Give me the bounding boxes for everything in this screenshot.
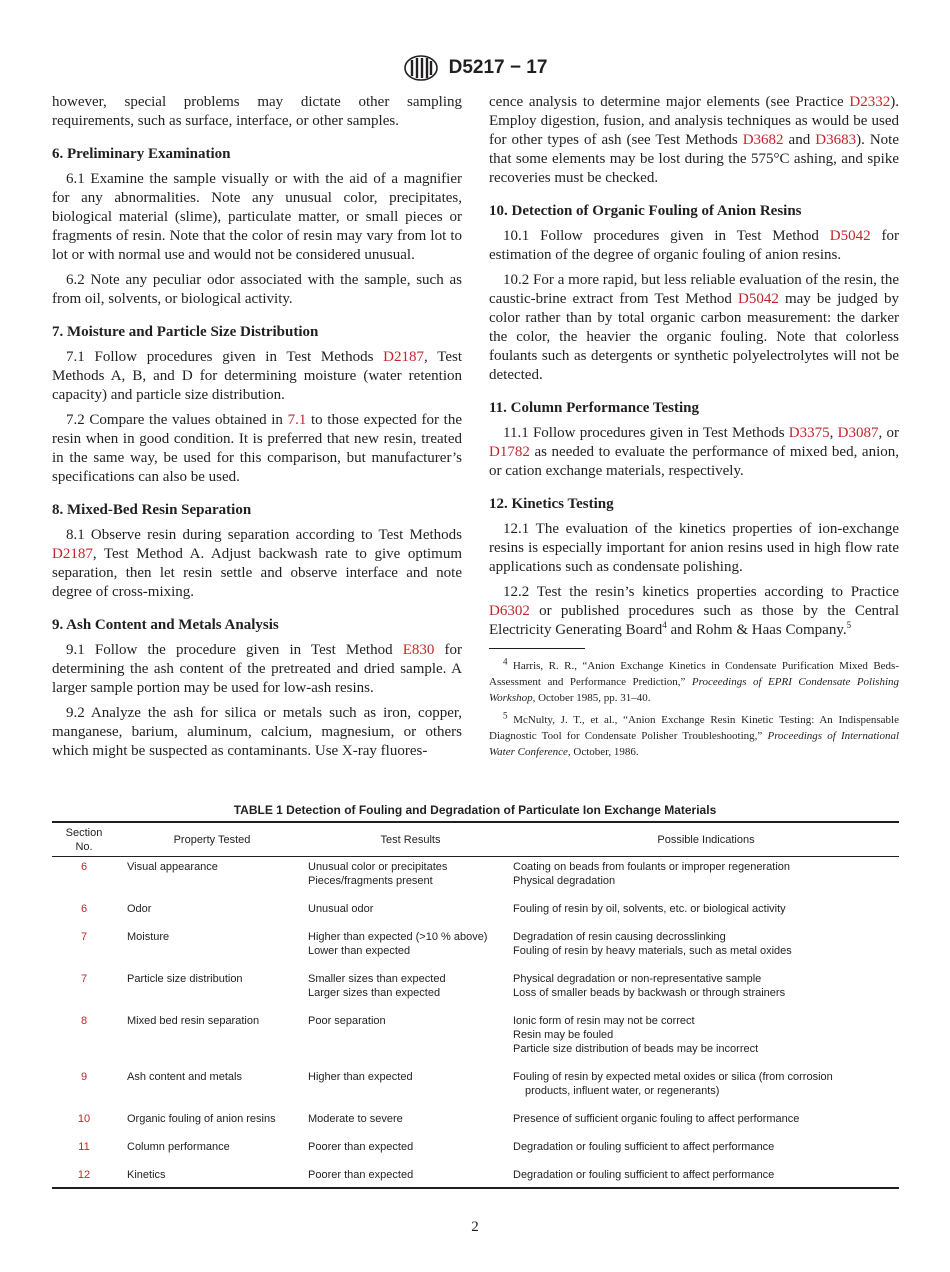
section-number-link[interactable]: 7 <box>80 931 88 943</box>
text-run: 8.1 Observe resin during separation according to Test Methods <box>66 527 462 543</box>
text-run: 10.2 For a more rapid, but less reliable evaluation of the resin, the caustic-brine extract from Test Method <box>489 272 899 307</box>
section-number-link[interactable]: 7 <box>80 973 88 985</box>
section-heading <box>52 501 462 520</box>
text-run: ). Note that some elements may be lost during the 575°C ashing, and spike recoveries must be checked. <box>489 132 899 186</box>
property-tested: Mixed bed resin separation <box>127 1015 260 1027</box>
page-header <box>0 54 950 82</box>
section-number-link[interactable]: 8 <box>80 1015 88 1027</box>
footnote <box>489 658 899 706</box>
text-run: , October, 1986. <box>567 746 639 758</box>
text-run: 9.1 Follow the procedure given in Test Method <box>66 642 403 658</box>
text-run: 7. Moisture and Particle Size Distribution <box>52 324 319 340</box>
reference-link[interactable]: D2187 <box>383 349 425 365</box>
footnote-rule <box>489 648 585 649</box>
section-heading <box>52 616 462 635</box>
text-run: 6. Preliminary Examination <box>52 146 231 162</box>
indication-line: Degradation or fouling sufficient to affect performance <box>513 1141 775 1153</box>
text-run: 7.1 Follow procedures given in Test Methods <box>66 349 384 365</box>
table-header-row <box>52 822 899 857</box>
indication-line: Fouling of resin by expected metal oxides or silica (from corrosion <box>513 1071 833 1083</box>
test-results <box>308 1112 513 1140</box>
test-results <box>308 1014 513 1070</box>
result-line: Unusual odor <box>308 903 374 915</box>
reference-link[interactable]: D6302 <box>489 603 530 619</box>
indication-line: Coating on beads from foulants or improper regeneration <box>513 861 790 873</box>
reference-link[interactable]: D3375 <box>788 425 830 441</box>
fouling-detection-table <box>52 821 899 1189</box>
italic-text: Proceedings of International Water Conference <box>489 730 899 758</box>
indication-line: Physical degradation or non-representative sample <box>513 973 762 985</box>
reference-link[interactable]: D3683 <box>815 132 857 148</box>
test-results <box>308 972 513 1014</box>
text-run: 12.2 Test the resin’s kinetics properties according to Practice <box>503 584 899 600</box>
text-run: may be judged by color rather than by total organic carbon measurement: the darker the color, the heavier the organic fouling. Note that colorless foulants such as detergents or synthetic polyelectrolytes will not be detected. <box>489 291 900 383</box>
test-results <box>308 902 513 930</box>
indication-line: Loss of smaller beads by backwash or through strainers <box>513 987 786 999</box>
result-line: Pieces/fragments present <box>308 875 433 887</box>
text-run: and Rohm & Haas Company. <box>666 622 847 638</box>
reference-link[interactable]: D5042 <box>829 228 871 244</box>
possible-indications <box>513 930 899 972</box>
section-heading <box>52 323 462 342</box>
paragraph <box>52 641 462 698</box>
possible-indications <box>513 857 899 903</box>
text-run: and <box>783 132 816 148</box>
result-line: Poorer than expected <box>308 1141 414 1153</box>
text-run: 9. Ash Content and Metals Analysis <box>52 617 279 633</box>
reference-link[interactable]: D2332 <box>849 94 891 110</box>
paragraph <box>52 348 462 405</box>
result-line: Lower than expected <box>308 945 411 957</box>
paragraph <box>489 424 899 481</box>
text-run: 11. Column Performance Testing <box>489 400 699 416</box>
property-tested: Column performance <box>127 1141 230 1153</box>
indication-line: Degradation of resin causing decrosslinking <box>513 931 726 943</box>
table-row <box>52 1168 899 1188</box>
indication-line: Physical degradation <box>513 875 616 887</box>
possible-indications <box>513 1112 899 1140</box>
text-run: 9.2 Analyze the ash for silica or metals such as iron, copper, manganese, barium, aluminum, calcium, magnesium, or others which might be suspected as contaminants. Use X-ray fluores- <box>52 705 462 759</box>
header-indications: Possible Indications <box>657 834 755 846</box>
possible-indications <box>513 902 899 930</box>
text-run: ). Employ digestion, fusion, and analysis techniques as would be used for other types of ash (see Test Methods <box>489 94 899 148</box>
result-line: Smaller sizes than expected <box>308 973 446 985</box>
text-run: for determining the ash content of the pretreated and dried sample. A larger sample portion may be used for low-ash resins. <box>52 642 462 696</box>
paragraph <box>489 271 899 385</box>
section-number-link[interactable]: 6 <box>80 861 88 873</box>
reference-link[interactable]: D2187 <box>52 546 93 562</box>
paragraph <box>489 93 899 188</box>
right-column <box>489 93 899 766</box>
indication-line: products, influent water, or regenerants) <box>525 1085 720 1097</box>
result-line: Higher than expected <box>308 1071 413 1083</box>
paragraph <box>52 411 462 487</box>
test-results <box>308 930 513 972</box>
reference-link[interactable]: D3087 <box>837 425 879 441</box>
text-run: 6.2 Note any peculiar odor associated with the sample, such as from oil, solvents, or biological activity. <box>52 272 462 307</box>
header-results: Test Results <box>380 834 441 846</box>
page-number: 2 <box>471 1219 479 1235</box>
footnote-marker: 5 <box>846 620 852 630</box>
property-tested: Organic fouling of anion resins <box>127 1113 276 1125</box>
text-run: McNulty, J. T., et al., “Anion Exchange Resin Kinetic Testing: An Indispensable Diagnostic Tool for Condensate Polisher Troubleshooting,” <box>489 714 899 742</box>
property-tested: Kinetics <box>127 1169 166 1181</box>
paragraph <box>489 583 899 640</box>
test-results <box>308 1168 513 1188</box>
result-line: Poor separation <box>308 1015 386 1027</box>
text-run: 6.1 Examine the sample visually or with the aid of a magnifier for any abnormalities. Note any unusual color, precipitates, biological material (slime), particulate matter, or small pieces or fragments of resin. Note that the color of resin may vary from lot to lot or with normal use and would not be considered unusual. <box>52 171 462 263</box>
text-run: 10.1 Follow procedures given in Test Method <box>503 228 830 244</box>
reference-link[interactable]: E830 <box>402 642 435 658</box>
table-row <box>52 930 899 972</box>
property-tested: Odor <box>127 903 152 915</box>
header-section: Section No. <box>65 827 103 853</box>
section-heading <box>489 399 899 418</box>
reference-link[interactable]: D3682 <box>742 132 784 148</box>
text-run: or published procedures such as those by the Central Electricity Generating Board <box>489 603 899 638</box>
footnote-marker: 5 <box>503 710 508 721</box>
table-row <box>52 857 899 903</box>
section-number-link[interactable]: 12 <box>77 1169 91 1181</box>
left-column <box>52 93 462 767</box>
paragraph <box>52 526 462 602</box>
indication-line: Ionic form of resin may not be correct <box>513 1015 695 1027</box>
section-heading <box>489 202 899 221</box>
text-run: for estimation of the degree of organic fouling of anion resins. <box>489 228 899 263</box>
property-tested: Ash content and metals <box>127 1071 242 1083</box>
text-run: , October 1985, pp. 31–40. <box>532 692 651 704</box>
possible-indications <box>513 1014 899 1070</box>
text-run: 8. Mixed-Bed Resin Separation <box>52 502 252 518</box>
section-number-link[interactable]: 10 <box>77 1113 91 1125</box>
document-designation: D5217 − 17 <box>448 57 548 78</box>
reference-link[interactable]: 7.1 <box>287 412 307 428</box>
text-run: , <box>829 425 838 441</box>
table-row <box>52 1014 899 1070</box>
text-run: 10. Detection of Organic Fouling of Anion Resins <box>489 203 802 219</box>
section-number-link[interactable]: 11 <box>78 1141 90 1153</box>
indication-line: Fouling of resin by heavy materials, such as metal oxides <box>513 945 792 957</box>
table-row <box>52 972 899 1014</box>
section-heading <box>489 495 899 514</box>
paragraph <box>489 227 899 265</box>
possible-indications <box>513 1168 899 1188</box>
text-run: 12.1 The evaluation of the kinetics properties of ion-exchange resins is especially important for anion resins used in high flow rate applications such as condensate polishing. <box>489 521 899 575</box>
indication-line: Degradation or fouling sufficient to affect performance <box>513 1169 775 1181</box>
text-run: , or <box>878 425 900 441</box>
result-line: Higher than expected (>10 % above) <box>308 931 488 943</box>
reference-link[interactable]: D1782 <box>489 444 530 460</box>
possible-indications <box>513 1140 899 1168</box>
indication-line: Fouling of resin by oil, solvents, etc. or biological activity <box>513 903 786 915</box>
text-run: 12. Kinetics Testing <box>489 496 614 512</box>
text-run: Harris, R. R., “Anion Exchange Kinetics in Condensate Purification Mixed Beds-Assessment and Performance Prediction,” <box>489 660 899 688</box>
test-results <box>308 857 513 903</box>
astm-logo-icon <box>403 54 439 82</box>
paragraph <box>52 93 462 131</box>
property-tested: Moisture <box>127 931 170 943</box>
text-run: 11.1 Follow procedures given in Test Methods <box>503 425 789 441</box>
result-line: Poorer than expected <box>308 1169 414 1181</box>
text-run: to those expected for the resin when in good condition. It is preferred that new resin, treated in the same way, be used for this comparison, but manufacturer’s specifications can also be used. <box>52 412 462 485</box>
possible-indications <box>513 1070 899 1112</box>
table-row <box>52 1112 899 1140</box>
footnote <box>489 712 899 760</box>
text-run: however, special problems may dictate other sampling requirements, such as surface, interface, or other samples. <box>52 94 462 129</box>
section-number-link[interactable]: 9 <box>80 1071 88 1083</box>
indication-line: Particle size distribution of beads may be incorrect <box>513 1043 759 1055</box>
paragraph <box>52 271 462 309</box>
result-line: Unusual color or precipitates <box>308 861 448 873</box>
footnote-marker: 4 <box>662 620 667 630</box>
indication-line: Resin may be fouled <box>513 1029 614 1041</box>
header-property: Property Tested <box>173 834 251 846</box>
possible-indications <box>513 972 899 1014</box>
test-results <box>308 1140 513 1168</box>
text-run: , Test Method A. Adjust backwash rate to give optimum separation, then let resin settle and observe interface and note degree of cross-mixing. <box>52 546 462 600</box>
reference-link[interactable]: D5042 <box>738 291 779 307</box>
property-tested: Particle size distribution <box>127 973 243 985</box>
text-run: cence analysis to determine major elements (see Practice <box>489 94 850 110</box>
table-row <box>52 1140 899 1168</box>
footnote-marker: 4 <box>503 656 508 667</box>
section-heading <box>52 145 462 164</box>
result-line: Moderate to severe <box>308 1113 403 1125</box>
section-number-link[interactable]: 6 <box>80 903 88 915</box>
result-line: Larger sizes than expected <box>308 987 441 999</box>
table-title: TABLE 1 Detection of Fouling and Degradation of Particulate Ion Exchange Materials <box>233 803 717 817</box>
test-results <box>308 1070 513 1112</box>
text-run: , Test Methods A, B, and D for determining moisture (water retention capacity) and particle size distribution. <box>52 349 463 403</box>
paragraph <box>52 704 462 761</box>
paragraph <box>489 520 899 577</box>
table-row <box>52 902 899 930</box>
text-run: 7.2 Compare the values obtained in <box>66 412 288 428</box>
italic-text: Proceedings of EPRI Condensate Polishing Workshop <box>489 676 899 704</box>
property-tested: Visual appearance <box>127 861 218 873</box>
indication-line: Presence of sufficient organic fouling to affect performance <box>513 1113 800 1125</box>
table-row <box>52 1070 899 1112</box>
paragraph <box>52 170 462 265</box>
text-run: as needed to evaluate the performance of mixed bed, anion, or cation exchange materials, respectively. <box>489 444 899 479</box>
